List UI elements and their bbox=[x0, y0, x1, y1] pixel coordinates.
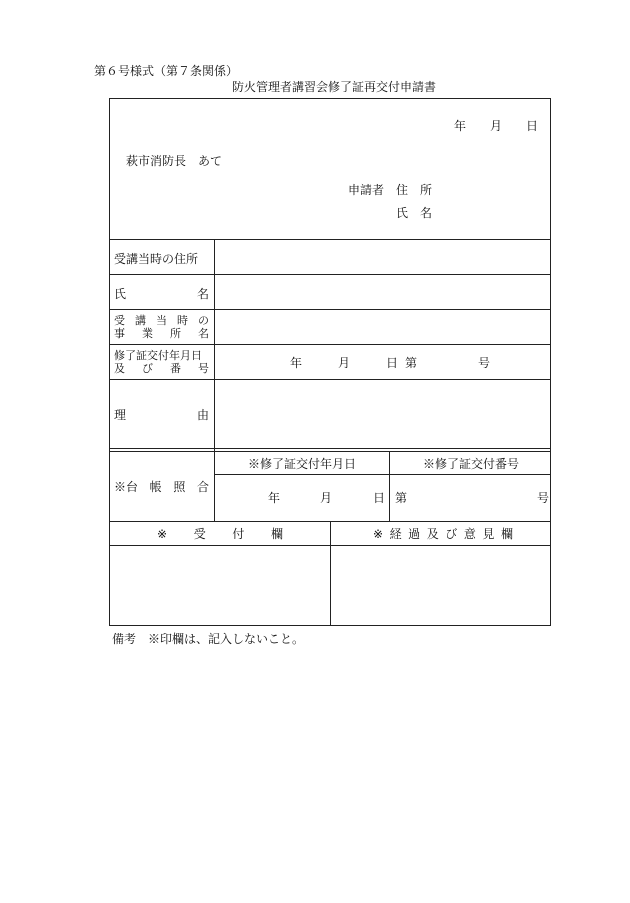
registry-date-header: ※修了証交付年月日 bbox=[248, 457, 357, 471]
applicant-name-label: 氏 名 bbox=[396, 206, 433, 220]
applicant-name-field[interactable] bbox=[440, 203, 545, 221]
office-label-line2: 事 業 所 名 bbox=[114, 327, 209, 340]
document-title: 防火管理者講習会修了証再交付申請書 bbox=[232, 80, 437, 94]
addressee: 萩市消防長 あて bbox=[126, 154, 223, 168]
progress-opinion-area bbox=[332, 547, 550, 625]
office-label-line1: 受 講 当 時 の bbox=[114, 314, 209, 327]
applicant-label: 申請者 bbox=[348, 183, 385, 197]
registry-number-suffix: 号 bbox=[537, 491, 550, 505]
reception-area bbox=[111, 547, 329, 625]
reception-column-header: ※ 受 付 欄 bbox=[157, 527, 283, 541]
form-number: 第６号様式（第７条関係） bbox=[94, 64, 239, 78]
cert-label-line1: 修了証交付年月日 bbox=[114, 349, 202, 362]
date-year-label: 年 bbox=[454, 119, 467, 133]
cert-month-label: 月 bbox=[338, 356, 351, 370]
registry-number-header: ※修了証交付番号 bbox=[423, 457, 520, 471]
applicant-address-field[interactable] bbox=[440, 180, 545, 198]
address-at-course-label: 受講当時の住所 bbox=[114, 252, 199, 266]
cert-label-line2: 及 び 番 号 bbox=[114, 362, 209, 375]
registry-check-label: ※台 帳 照 合 bbox=[114, 480, 209, 494]
reason-field[interactable] bbox=[216, 381, 550, 447]
registry-day-label: 日 bbox=[373, 491, 386, 505]
date-month-label: 月 bbox=[490, 119, 503, 133]
cert-number-prefix: 第 bbox=[405, 356, 418, 370]
cert-date-number-field[interactable] bbox=[216, 346, 550, 378]
registry-number-prefix: 第 bbox=[395, 491, 408, 505]
applicant-address-label: 住 所 bbox=[396, 183, 433, 197]
cert-day-label: 日 bbox=[386, 356, 399, 370]
address-at-course-field[interactable] bbox=[216, 241, 550, 273]
name-field[interactable] bbox=[216, 276, 550, 308]
reason-label: 理 由 bbox=[114, 408, 209, 422]
office-name-field[interactable] bbox=[216, 311, 550, 343]
progress-opinion-column-header: ※ 経 過 及 び 意 見 欄 bbox=[373, 527, 513, 541]
registry-month-label: 月 bbox=[320, 491, 333, 505]
footnote: 備考 ※印欄は、記入しないこと。 bbox=[112, 632, 305, 646]
name-label: 氏 名 bbox=[114, 287, 209, 301]
cert-year-label: 年 bbox=[290, 356, 303, 370]
date-day-label: 日 bbox=[526, 119, 539, 133]
cert-number-suffix: 号 bbox=[478, 356, 491, 370]
registry-year-label: 年 bbox=[268, 491, 281, 505]
